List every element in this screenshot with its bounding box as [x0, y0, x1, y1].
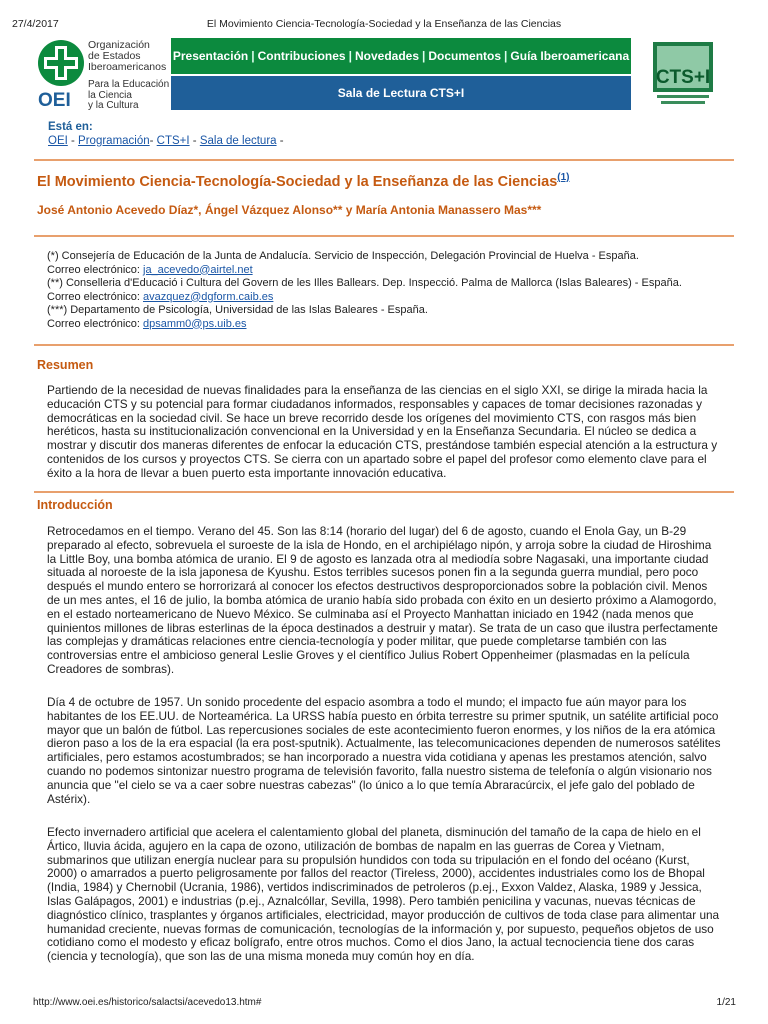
footnote-link[interactable]: (1)	[557, 172, 570, 183]
email-link[interactable]: ja_acevedo@airtel.net	[143, 263, 253, 276]
nav-item-contribuciones[interactable]: Contribuciones	[257, 49, 346, 63]
article-title: El Movimiento Ciencia-Tecnología-Sociedad y la Enseñanza de las Ciencias$^{(1)}$	[37, 172, 570, 190]
breadcrumb: OEI - Programación- CTS+I - Sala de lectura -	[48, 135, 284, 147]
resumen-heading: Resumen	[37, 358, 94, 372]
divider	[34, 344, 734, 346]
email-link[interactable]: dpsamm0@ps.uib.es	[143, 317, 247, 330]
breadcrumb-cts[interactable]: CTS+I	[156, 135, 190, 147]
org-name: Organización de Estados Iberoamericanos	[88, 39, 167, 73]
section-banner-title: Sala de Lectura CTS+I	[337, 86, 465, 100]
oei-acronym: OEI	[38, 90, 71, 108]
affiliations: (*) Consejería de Educación de la Junta de Andalucía. Servicio de Inspección, Delegación Provincial de Huelva - España. Correo electrónico: ja_acevedo@airtel.net (**) Conselleria d'Educació i Cultura del Govern de les Illes Ballears. Dep. Inspecció. Palma de Mallorca (Islas Baleares) - España. Correo electrónico: avazquez@dgform.caib.es (***) Departamento de Psicología, Universidad de las Islas Baleares - España. Correo electrónico: dpsamm0@ps.uib.es	[47, 250, 682, 330]
cts-logo[interactable]	[651, 40, 715, 108]
intro-paragraph: Efecto invernadero artificial que acelera el calentamiento global del planeta, disminución del tamaño de la capa de hielo en el Ártico, lluvia ácida, agujero en la capa de ozono, utilización de bombas de napalm en las guerras de Corea y Vietnam, submarinos que utilizan energía nuclear para su propulsión hundidos con toda su tripulación en el fondo del océano (Kurst, 2000) o amarrados a puerto peligrosamente por fallos del reactor (Tireless, 2000), accidentes industriales como los de Bhopal (India, 1984) y Chernobil (Ucrania, 1986), vertidos indiscriminados de petroleros (p.ej., Exxon Valdez, Alaska, 1989 y Jessica, Islas Galápagos, 2001) e industrias (p.ej., Aznalcóllar, Sevilla, 1998). Pero también penicilina y vacunas, nuevas técnicas de diagnóstico clínico, trasplantes y órganos artificiales, electricidad, mayor producción de cultivos de toda clase para alimentar una humanidad creciente, nuevas formas de comunicación, tecnologías de la información y, por supuesto, pequeños objetos de uso cotidiano como el modesto y eficaz bolígrafo, entre otros muchos. Como el dios Jano, la actual tecnociencia tiene dos caras (ciencia y tecnología), que son las de una misma moneda muy común hoy en día.	[47, 825, 720, 964]
nav-item-guia-iberoamericana[interactable]: Guía Iberoamericana	[510, 49, 630, 63]
nav-item-novedades[interactable]: Novedades	[354, 49, 419, 63]
breadcrumb-label: Está en:	[48, 121, 93, 133]
cts-logo-text: CTS+I	[655, 67, 711, 88]
print-header-title: El Movimiento Ciencia-Tecnología-Sociedad y la Enseñanza de las Ciencias	[206, 18, 562, 30]
divider	[34, 235, 734, 237]
breadcrumb-oei[interactable]: OEI	[48, 135, 68, 147]
page-number: 1/21	[716, 997, 736, 1008]
nav-item-presentacion[interactable]: Presentación	[172, 49, 249, 63]
footer-url: http://www.oei.es/historico/salactsi/acevedo13.htm#	[33, 997, 262, 1008]
resumen-text: Partiendo de la necesidad de nuevas finalidades para la enseñanza de las ciencias en el siglo XXI, se dirige la mirada hacia la educación CTS y su potencial para formar ciudadanos informados, responsables y capaces de tomar decisiones razonadas y democráticas en la sociedad civil. Se hace un breve recorrido desde los orígenes del movimiento CTS, con rasgos más bien heréticos, hasta su institucionalización convencional en la Universidad y en la Enseñanza Secundaria. El núcleo se dedica a mostrar y discutir dos maneras diferentes de enfocar la educación CTS, prestándose también especial atención a la estructura y contenidos de los cursos y proyectos CTS. Se cierra con un apartado sobre el papel del profesor como elemento clave para el éxito a la hora de llevar a buen puerto esta importante innovación educativa.	[47, 383, 718, 480]
article-authors: José Antonio Acevedo Díaz*, Ángel Vázquez Alonso** y María Antonia Manassero Mas***	[37, 203, 542, 217]
org-subtitle: Para la Educación la Ciencia y la Cultura	[88, 79, 170, 111]
breadcrumb-programacion[interactable]: Programación	[78, 135, 150, 147]
main-nav: Presentación | Contribuciones | Novedades | Documentos | Guía Iberoamericana	[171, 38, 631, 74]
section-banner	[171, 76, 631, 110]
oei-logo[interactable]	[36, 38, 86, 108]
introduccion-heading: Introducción	[37, 498, 113, 512]
email-link[interactable]: avazquez@dgform.caib.es	[143, 290, 274, 303]
breadcrumb-sala-lectura[interactable]: Sala de lectura	[199, 135, 277, 147]
print-date: 27/4/2017	[12, 18, 59, 30]
intro-paragraph: Día 4 de octubre de 1957. Un sonido procedente del espacio asombra a todo el mundo; el impacto fue aún mayor para los habitantes de los EE.UU. de Norteamérica. La URSS había puesto en órbita terrestre su primer sputnik, un satélite artificial poco mayor que un balón de fútbol. Las repercusiones sociales de este acontecimiento fueron enormes, y los niños de la era atómica dieron paso a los de la era espacial (la era post-sputnik). Actualmente, las telecomunicaciones dependen de numerosos satélites artificiales, pero estamos acostumbrados; se han incorporado a nuestra vida cotidiana y apenas les prestamos atención, salvo cuando no podemos sintonizar nuestro programa de televisión favorito, falla nuestro sistema de telefonía o algún visionario nos anuncia que "el cielo se va a caer sobre nuestras cabezas" (lo único a lo que temía Abraracúrcix, el jefe galo del poblado de Astérix).	[47, 695, 721, 806]
nav-item-documentos[interactable]: Documentos	[428, 49, 502, 63]
intro-paragraph: Retrocedamos en el tiempo. Verano del 45. Son las 8:14 (horario del lugar) del 6 de agosto, cuando el Enola Gay, un B-29 preparado al efecto, sobrevuela el suroeste de la isla de Hondo, en el archipiélago nipón, y arroja sobre la ciudad de Hiroshima la Little Boy, una bomba atómica de uranio. El 9 de agosto es lanzada otra al mediodía sobre Nagasaki, una importante ciudad situada al noroeste de la isla japonesa de Kyushu. Estos terribles sucesos ponen fin a la segunda guerra mundial, pero poco después el mundo entero se horrorizará al conocer los efectos destructivos desproporcionados sobre la población civil. Menos de un mes antes, el 16 de julio, la bomba atómica de uranio había sido probada con éxito en un desierto próximo a Alamogordo, en el estado norteamericano de Nuevo México. Se culminaba así el Proyecto Manhattan iniciado en 1942 (nada menos que quinientos millones de libras esterlinas de la época destinados a destruir y matar). Se trata de un caso que ilustra perfectamente las complejas y dramáticas relaciones entre ciencia-tecnología y poder militar, que puede completarse también con las controversias entre el ambicioso general Leslie Groves y el científico Julius Robert Oppenheimer (plasmadas en la película Creadores de sombras).	[47, 524, 718, 676]
divider	[34, 491, 734, 493]
divider	[34, 159, 734, 161]
